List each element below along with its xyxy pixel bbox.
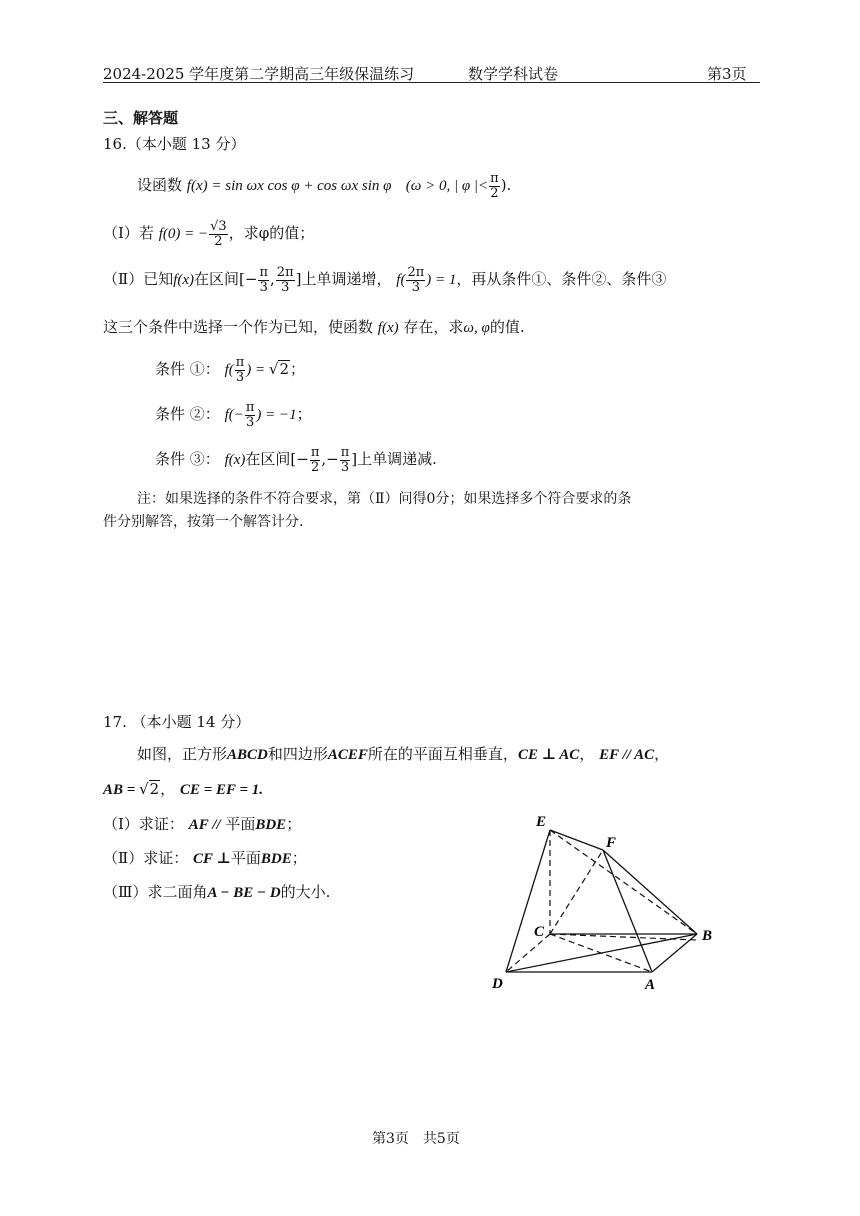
q16-part2-frac-a — [258, 266, 269, 294]
q17-p3-label: （Ⅲ）求二面角 — [103, 883, 208, 901]
frac-num: π — [235, 355, 245, 370]
q16-cond3-mid: 在区间 — [245, 450, 291, 469]
frac-den: 3 — [411, 279, 420, 295]
frac-den: 2 — [490, 185, 499, 201]
q16-part2-f2-end: ) = 1 — [426, 272, 457, 289]
q17-p3-math: A − BE − D — [207, 885, 281, 901]
edge-CB — [550, 934, 697, 940]
q17-p3-end: 的大小. — [280, 883, 331, 901]
frac-num: π — [310, 445, 320, 460]
header-right: 第3页 — [707, 65, 747, 83]
frac-den: 2 — [214, 233, 223, 249]
q16-cond1-f: f( — [224, 362, 234, 379]
q16-cond2-frac — [245, 401, 256, 429]
q16-part2-line2-mid: 存在，求 — [403, 318, 464, 336]
q16-intro-prefix: 设函数 — [137, 176, 183, 195]
q16-intro-end: ). — [500, 176, 512, 195]
edge-FA — [603, 850, 652, 972]
header-rule — [103, 82, 760, 83]
q16-cond2-label: 条件 ②： — [155, 405, 220, 424]
q16-cond3-frac-a — [310, 446, 321, 474]
q17-part2 — [103, 847, 307, 868]
q17-intro-a: 如图，正方形 — [137, 745, 228, 763]
q17-intro — [137, 743, 669, 764]
q16-part2-line2-vars: ω, φ — [463, 320, 490, 336]
q16-cond3 — [155, 446, 437, 474]
q16-part2-mono: 上单调递增， — [301, 270, 392, 289]
q16-part2-tail: ，再从条件①、条件②、条件③ — [456, 270, 667, 289]
q17-p1-math: AF // — [188, 817, 221, 833]
frac-num: 2π — [276, 265, 294, 280]
q16-part2-line2 — [103, 316, 525, 337]
q17-line2-sep: ， — [160, 780, 176, 798]
q16-intro-condition: (ω > 0, | φ |< — [405, 178, 489, 195]
q17-part1 — [103, 813, 301, 834]
q16-part1-formula: f(0) = − — [158, 226, 209, 243]
q17-rel1: CE ⊥ AC — [517, 747, 580, 763]
q16-part1-fraction — [209, 220, 228, 248]
q17-rel2: EF // AC — [599, 747, 655, 763]
q16-cond3-open: [− — [290, 450, 309, 469]
q16-cond3-label: 条件 ③： — [155, 450, 220, 469]
q17-p1-end: ； — [286, 815, 302, 833]
q17-sep1: ， — [579, 745, 595, 763]
frac-num: π — [259, 265, 269, 280]
frac-den: 3 — [259, 279, 268, 295]
edge-EF — [550, 830, 603, 850]
q17-abcd: ABCD — [227, 747, 268, 763]
label-A: A — [645, 977, 656, 993]
frac-den: 3 — [281, 279, 290, 295]
q16-part2-frac-b — [276, 266, 295, 294]
q16-title: 16.（本小题 13 分） — [103, 135, 246, 153]
q16-part2-open: [− — [239, 270, 258, 289]
q16-cond2-eq: ) = −1 — [256, 407, 297, 424]
q16-intro-fraction — [489, 172, 500, 200]
q16-part2-line2-end: 的值. — [489, 318, 525, 336]
page-footer: 第3页 共5页 — [372, 1131, 460, 1147]
q16-cond2-end: ； — [296, 405, 312, 424]
section-title: 三、解答题 — [103, 109, 179, 127]
q16-cond3-end: 上单调递减. — [357, 450, 437, 469]
q16-intro — [137, 172, 511, 200]
label-F: F — [606, 835, 617, 851]
q16-part1-tail: ，求φ的值； — [228, 224, 315, 243]
q16-part1 — [103, 220, 314, 248]
label-C: C — [534, 924, 545, 940]
q16-part2-fx: f(x) — [173, 272, 195, 289]
q16-part2-line2-fx: f(x) — [377, 320, 399, 336]
q16-cond2-f: f(− — [224, 407, 244, 424]
frac-den: 3 — [340, 459, 350, 475]
q17-p2-label: （Ⅱ）求证： — [103, 849, 189, 867]
label-D: D — [492, 976, 503, 992]
q17-line2: AB = √2， CE = EF = 1. — [103, 780, 264, 798]
label-E: E — [536, 814, 547, 830]
q16-cond1-label: 条件 ①： — [155, 360, 220, 379]
q16-cond3-fx: f(x) — [224, 452, 246, 469]
q16-part2-line2-prefix: 这三个条件中选择一个作为已知，使函数 — [103, 318, 374, 336]
q17-sep2: ， — [654, 745, 670, 763]
q17-p2-plane: BDE — [260, 851, 292, 867]
edge-FB — [603, 850, 697, 934]
edge-CA — [550, 934, 652, 972]
q16-part2-line1 — [103, 266, 666, 294]
q17-line2-ab: AB = — [103, 782, 140, 798]
q16-part2-f2: f( — [396, 272, 406, 289]
q17-acef: ACEF — [327, 747, 368, 763]
frac-num: π — [490, 171, 499, 186]
q16-part2-close: ] — [295, 270, 302, 289]
q16-note-line1: 注：如果选择的条件不符合要求，第（Ⅱ）问得0分；如果选择多个符合要求的条 — [137, 491, 632, 507]
q16-cond3-close: ] — [351, 450, 358, 469]
q16-cond3-comma: ,− — [321, 450, 339, 469]
frac-num: π — [340, 445, 350, 460]
q16-cond1: 条件 ①： f( $\frac{\pi}{3}$ ) = √2； — [155, 355, 306, 385]
header-left: 2024-2025 学年度第二学期高三年级保温练习 — [103, 65, 415, 83]
label-B: B — [702, 928, 713, 944]
q17-line2-sqrt: 2 — [149, 780, 160, 798]
q17-p2-math: CF ⊥ — [192, 851, 231, 867]
q17-p1-label: （Ⅰ）求证： — [103, 815, 184, 833]
edge-CF — [550, 850, 603, 934]
q16-cond1-frac — [235, 356, 246, 384]
q17-p2-end: ； — [291, 849, 307, 867]
q17-intro-b: 和四边形 — [267, 745, 328, 763]
q16-part2-comma: , — [270, 270, 275, 289]
q16-cond1-sqrt: 2 — [279, 360, 290, 379]
q16-cond1-eq: ) = — [246, 362, 269, 379]
edge-ED — [506, 830, 550, 972]
frac-num: π — [245, 400, 255, 415]
q16-part2-f2-frac — [406, 266, 425, 294]
edge-EB — [550, 830, 697, 934]
frac-num: 2π — [407, 265, 425, 280]
q17-intro-c: 所在的平面互相垂直， — [367, 745, 518, 763]
frac-num: √3 — [210, 219, 227, 234]
geometry-figure — [480, 800, 730, 1000]
header-center: 数学学科试卷 — [468, 65, 559, 83]
q16-cond1-end: ； — [290, 360, 306, 379]
q16-note-line2: 件分别解答，按第一个解答计分. — [103, 514, 304, 530]
q16-part2-interval-text: 在区间 — [194, 270, 240, 289]
q16-part1-label: （Ⅰ）若 — [103, 224, 154, 243]
q17-title: 17. （本小题 14 分） — [103, 713, 251, 731]
q17-part3 — [103, 881, 330, 902]
q17-p1-plane: BDE — [255, 817, 287, 833]
q17-p1-text: 平面 — [225, 815, 256, 833]
q16-intro-formula: f(x) = sin ωx cos φ + cos ωx sin φ — [186, 178, 392, 195]
frac-den: 3 — [245, 414, 255, 430]
q16-cond2 — [155, 401, 312, 429]
q16-part2-label: （Ⅱ）已知 — [103, 270, 174, 289]
frac-den: 3 — [235, 369, 245, 385]
q17-line2-rel: CE = EF = 1. — [179, 782, 264, 798]
q16-cond3-frac-b — [340, 446, 351, 474]
frac-den: 2 — [310, 459, 320, 475]
q17-p2-text: 平面 — [230, 849, 261, 867]
